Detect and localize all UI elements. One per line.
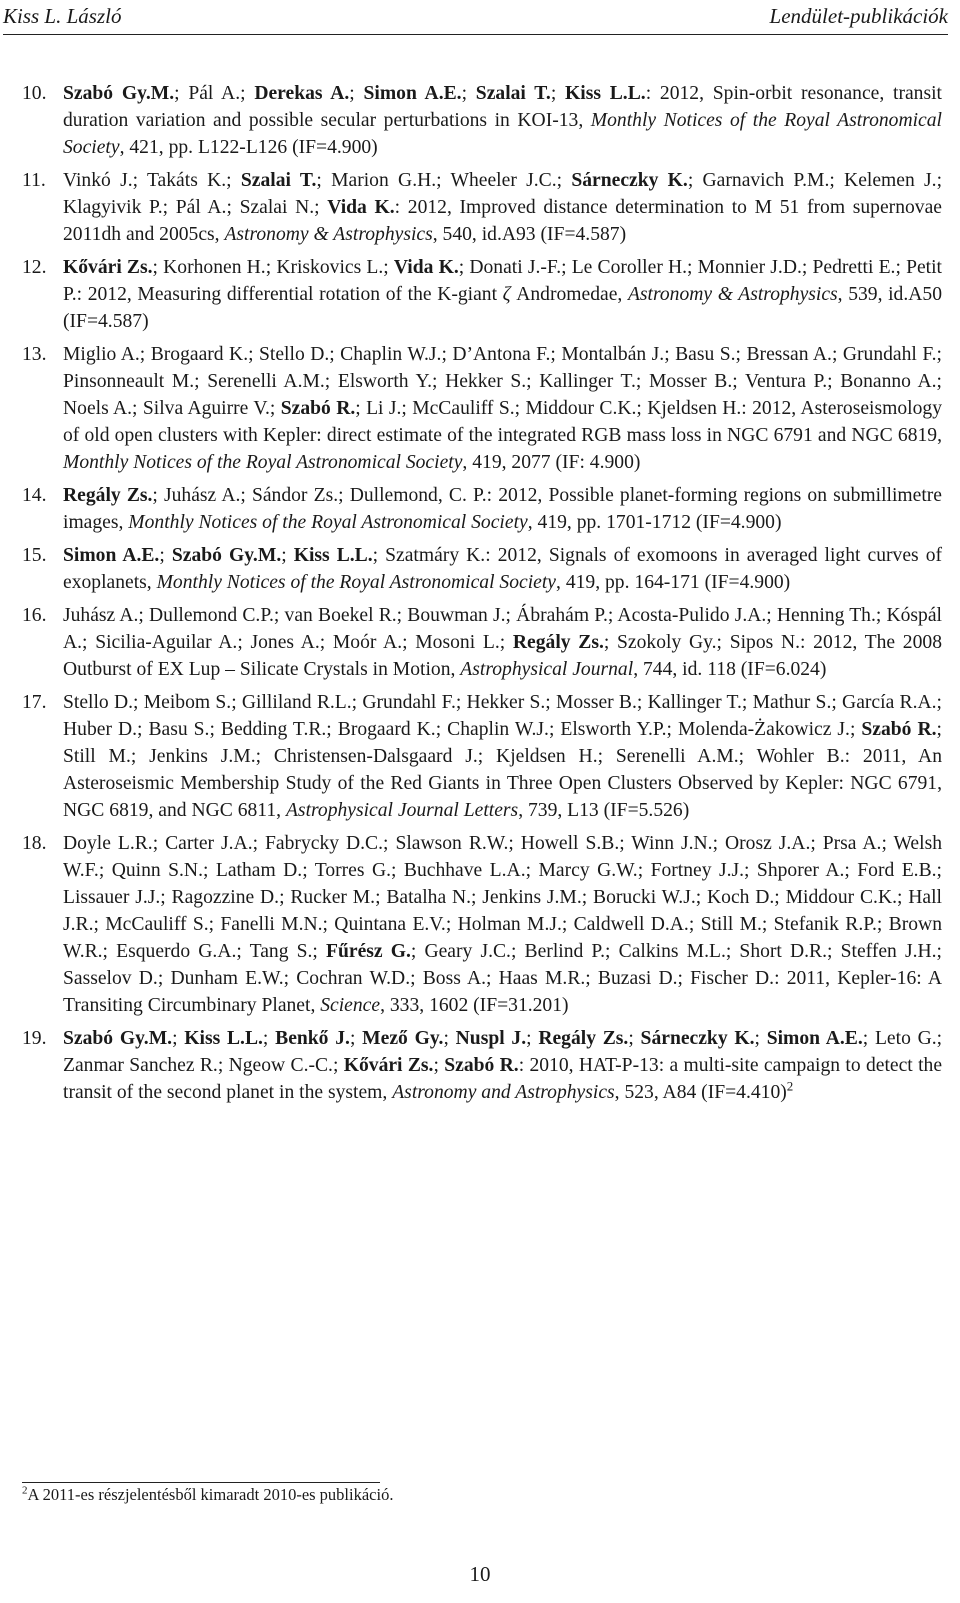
reference-text: ; Szokoly Gy.; Sipos N.: 2012, The 2008 Outburst of EX Lup – Silicate Crystals in Motion,: [63, 632, 942, 680]
reference-journal: Astronomy & Astrophysics: [627, 284, 838, 305]
reference-journal: Monthly Notices of the Royal Astronomical Society: [63, 110, 942, 158]
reference-journal: Monthly Notices of the Royal Astronomical Society: [156, 572, 557, 593]
reference-number: 14.: [22, 485, 47, 506]
reference-text: , 419, pp. 164-171 (IF=4.900): [556, 572, 791, 593]
reference-text: ;: [526, 1028, 539, 1049]
reference-text: ;: [443, 1028, 456, 1049]
reference-highlighted-author: Simon A.E.: [363, 83, 462, 104]
reference-text: ;: [433, 1055, 445, 1076]
reference-list: [22, 80, 942, 1112]
reference-number: 19.: [22, 1028, 47, 1049]
reference-highlighted-author: Kiss L.L.: [184, 1028, 263, 1049]
reference-number: 17.: [22, 692, 47, 713]
reference-item: [22, 1025, 942, 1106]
reference-text: , 421, pp. L122-L126 (IF=4.900): [119, 137, 378, 158]
reference-text: Andromedae,: [510, 284, 628, 305]
reference-text: , 333, 1602 (IF=31.201): [380, 995, 569, 1016]
footnote-mark: 2: [22, 1484, 28, 1497]
reference-item: [22, 482, 942, 536]
page-number: 10: [469, 1562, 491, 1586]
reference-text: : 2012, Spin-orbit resonance, transit duration variation and possible secular perturbations in KOI-13,: [63, 83, 942, 131]
reference-item: [22, 602, 942, 683]
reference-text: , 744, id. 118 (IF=6.024): [633, 659, 827, 680]
reference-highlighted-author: Kiss L.L.: [293, 545, 373, 566]
reference-text: ;: [461, 83, 476, 104]
reference-highlighted-author: Benkő J.: [275, 1028, 350, 1049]
reference-item: [22, 167, 942, 248]
reference-text: ;: [349, 1028, 363, 1049]
reference-text: , 523, A84 (IF=4.410): [614, 1082, 787, 1103]
reference-text: Juhász A.; Dullemond C.P.; van Boekel R.; Bouwman J.; Ábrahám P.; Acosta-Pulido J.A.; Henning Th.; Kóspál A.; Sicilia-Aguilar A.; Jones A.; Moór A.; Mosoni L.;: [63, 605, 942, 653]
reference-text: Miglio A.; Brogaard K.; Stello D.; Chaplin W.J.; D’Antona F.; Montalbán J.; Basu S.; Bressan A.; Grundahl F.; Pinsonneault M.; Serenelli A.M.; Elsworth Y.; Hekker S.; Kallinger T.; Mosser B.; Ventura P.; Bonanno A.; Noels A.; Silva Aguirre V.;: [63, 344, 942, 419]
reference-journal: Science: [320, 995, 381, 1016]
reference-number: 15.: [22, 545, 47, 566]
reference-text: ; Marion G.H.; Wheeler J.C.;: [316, 170, 572, 191]
reference-text: ; Still M.; Jenkins J.M.; Christensen-Dalsgaard J.; Kjeldsen H.; Serenelli A.M.; Wohler B.: 2011, An Asteroseismic Membership Study of the Red Giants in Three Open Clusters Observed by Kepler: NGC 6791, NGC 6819, and NGC 6811,: [63, 719, 942, 821]
reference-highlighted-author: Szabó R.: [444, 1055, 519, 1076]
reference-highlighted-author: Kővári Zs.: [343, 1055, 434, 1076]
reference-text: , 739, L13 (IF=5.526): [518, 800, 690, 821]
footnote-reference-mark: 2: [786, 1078, 794, 1094]
reference-highlighted-author: Szabó Gy.M.: [63, 83, 175, 104]
reference-highlighted-author: Derekas A.: [254, 83, 350, 104]
reference-number: 13.: [22, 344, 47, 365]
footnote-text: A 2011-es részjelentésből kimaradt 2010-es publikáció.: [27, 1485, 394, 1504]
reference-number: 12.: [22, 257, 47, 278]
reference-text: ; Leto G.; Zanmar Sanchez R.; Ngeow C.-C.;: [63, 1028, 943, 1076]
header-author: Kiss L. László: [3, 4, 122, 28]
page-header: [3, 3, 948, 29]
reference-highlighted-author: Nuspl J.: [455, 1028, 527, 1049]
reference-text: : 2010, HAT-P-13: a multi-site campaign to detect the transit of the second planet in the system,: [63, 1055, 943, 1103]
reference-text: , 419, 2077 (IF: 4.900): [462, 452, 641, 473]
reference-highlighted-author: Szabó R.: [280, 398, 356, 419]
reference-highlighted-author: Sárneczky K.: [640, 1028, 755, 1049]
reference-highlighted-author: Szalai T.: [240, 170, 317, 191]
reference-item: [22, 80, 942, 161]
reference-text: , 419, pp. 1701-1712 (IF=4.900): [527, 512, 782, 533]
reference-text: ; Pál A.;: [174, 83, 255, 104]
reference-item: [22, 689, 942, 824]
reference-text: ; Donati J.-F.; Le Coroller H.; Monnier J.D.; Pedretti E.; Petit P.: 2012, Measuring differential rotation of the K-giant: [63, 257, 942, 305]
reference-text: , 540, id.A93 (IF=4.587): [432, 224, 627, 245]
reference-highlighted-author: Kiss L.L.: [565, 83, 646, 104]
reference-text: ;: [628, 1028, 641, 1049]
reference-highlighted-author: Regály Zs.: [538, 1028, 629, 1049]
reference-text: ;: [172, 1028, 185, 1049]
reference-text: , 539, id.A50 (IF=4.587): [63, 284, 942, 332]
reference-highlighted-author: Simon A.E.: [63, 545, 160, 566]
reference-text: ;: [262, 1028, 276, 1049]
reference-text: ;: [754, 1028, 767, 1049]
reference-highlighted-author: Regály Zs.: [63, 485, 153, 506]
reference-journal: Astronomy & Astrophysics: [224, 224, 433, 245]
reference-journal: ζ: [502, 284, 511, 305]
reference-item: [22, 830, 942, 1019]
reference-highlighted-author: Kővári Zs.: [63, 257, 153, 278]
reference-highlighted-author: Szabó R.: [861, 719, 937, 740]
reference-text: Doyle L.R.; Carter J.A.; Fabrycky D.C.; Slawson R.W.; Howell S.B.; Winn J.N.; Orosz J.A.; Prsa A.; Welsh W.F.; Quinn S.N.; Latham D.; Torres G.; Buchhave L.A.; Marcy G.W.; Fortney J.J.; Shporer A.; Ford E.B.; Lissauer J.J.; Ragozzine D.; Rucker M.; Batalha N.; Jenkins J.M.; Borucki W.J.; Koch D.; Middour C.K.; Hall J.R.; McCauliff S.; Fanelli M.N.; Quintana E.V.; Holman M.J.; Caldwell D.A.; Still M.; Stefanik R.P.; Brown W.R.; Esquerdo G.A.; Tang S.;: [63, 833, 942, 962]
reference-text: ; Juhász A.; Sándor Zs.; Dullemond, C. P.: 2012, Possible planet-forming regions on submillimetre images,: [63, 485, 943, 533]
reference-number: 11.: [22, 170, 46, 191]
reference-journal: Monthly Notices of the Royal Astronomical Society: [63, 452, 463, 473]
reference-highlighted-author: Regály Zs.: [512, 632, 604, 653]
reference-text: ; Li J.; McCauliff S.; Middour C.K.; Kjeldsen H.: 2012, Asteroseismology of old open clusters with Kepler: direct estimate of the integrated RGB mass loss in NGC 6791 and NGC 6819,: [63, 398, 942, 446]
reference-number: 16.: [22, 605, 47, 626]
reference-number: 10.: [22, 83, 47, 104]
reference-item: [22, 341, 942, 476]
reference-number: 18.: [22, 833, 47, 854]
reference-highlighted-author: Simon A.E.: [766, 1028, 863, 1049]
reference-highlighted-author: Szabó Gy.M.: [63, 1028, 173, 1049]
reference-item: [22, 542, 942, 596]
header-divider: [3, 34, 948, 35]
footnote: [22, 1483, 393, 1507]
reference-text: : 2012, Improved distance determination to M 51 from supernovae 2011dh and 2005cs,: [63, 197, 942, 245]
reference-text: ; Geary J.C.; Berlind P.; Calkins M.L.; Short D.R.; Steffen J.H.; Sasselov D.; Dunham E.W.; Cochran W.D.; Boss A.; Haas M.R.; Buzasi D.; Fischer D.: 2011, Kepler-16: A Transiting Circumbinary Planet,: [63, 941, 942, 1016]
reference-journal: Monthly Notices of the Royal Astronomical Society: [128, 512, 528, 533]
reference-journal: Astronomy and Astrophysics: [392, 1082, 615, 1103]
reference-highlighted-author: Mező Gy.: [362, 1028, 444, 1049]
reference-highlighted-author: Szalai T.: [475, 83, 551, 104]
reference-text: ;: [349, 83, 364, 104]
reference-text: Stello D.; Meibom S.; Gilliland R.L.; Grundahl F.; Hekker S.; Mosser B.; Kallinger T.; Mathur S.; García R.A.; Huber D.; Basu S.; Bedding T.R.; Brogaard K.; Chaplin W.J.; Elsworth Y.P.; Molenda-Żakowicz J.;: [63, 692, 942, 740]
reference-text: Vinkó J.; Takáts K.;: [63, 170, 241, 191]
reference-text: ; Korhonen H.; Kriskovics L.;: [152, 257, 394, 278]
reference-text: ;: [550, 83, 566, 104]
reference-highlighted-author: Sárneczky K.: [571, 170, 688, 191]
reference-journal: Astrophysical Journal: [460, 659, 634, 680]
reference-text: ;: [159, 545, 172, 566]
reference-highlighted-author: Vida K.: [393, 257, 459, 278]
reference-item: [22, 254, 942, 335]
header-section-title: Lendület-publikációk: [769, 4, 948, 28]
reference-highlighted-author: Vida K.: [327, 197, 395, 218]
reference-text: ; Garnavich P.M.; Kelemen J.; Klagyivik P.; Pál A.; Szalai N.;: [63, 170, 943, 218]
reference-highlighted-author: Szabó Gy.M.: [171, 545, 282, 566]
reference-journal: Astrophysical Journal Letters: [285, 800, 519, 821]
reference-highlighted-author: Fűrész G.: [326, 941, 411, 962]
reference-text: ; Szatmáry K.: 2012, Signals of exomoons in averaged light curves of exoplanets,: [63, 545, 943, 593]
reference-text: ;: [281, 545, 294, 566]
